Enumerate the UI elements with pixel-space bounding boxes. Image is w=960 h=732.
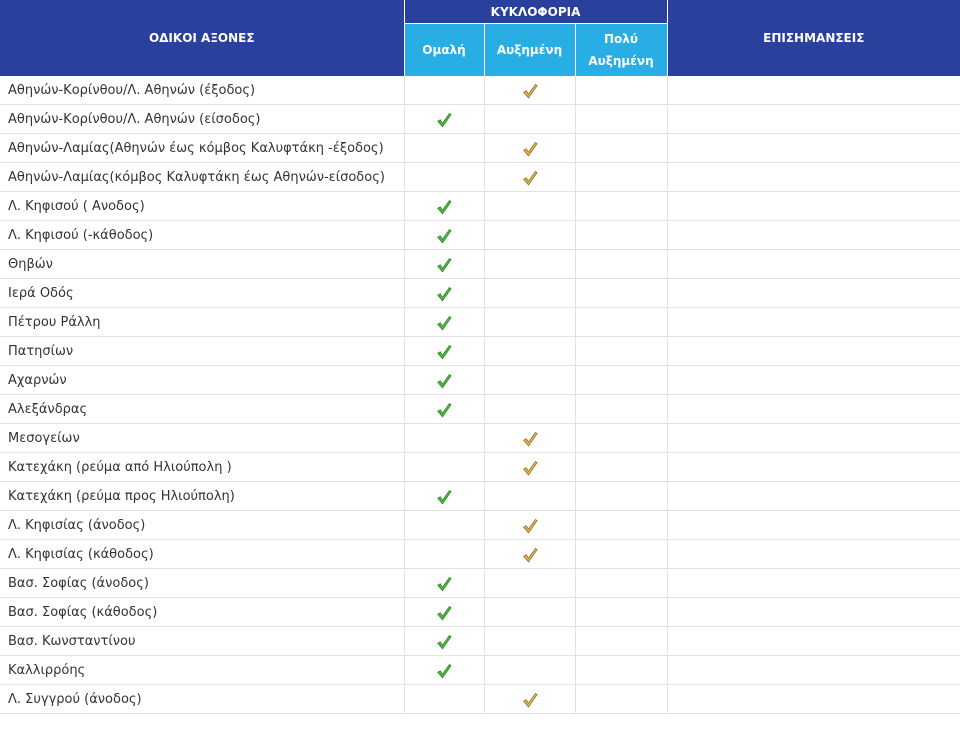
road-name: Βασ. Σοφίας (κάθοδος) xyxy=(0,598,404,627)
notes-cell xyxy=(667,482,960,511)
level-cell xyxy=(404,105,484,134)
level-cell xyxy=(484,366,575,395)
level-cell xyxy=(404,337,484,366)
level-cell xyxy=(575,163,667,192)
green-check-icon xyxy=(436,663,452,679)
level-cell xyxy=(404,192,484,221)
level-cell xyxy=(575,105,667,134)
table-row xyxy=(0,192,960,221)
table-row xyxy=(0,76,960,105)
table-row xyxy=(0,395,960,424)
level-cell xyxy=(484,569,575,598)
level-cell xyxy=(404,134,484,163)
level-cell xyxy=(575,453,667,482)
level-cell xyxy=(575,685,667,714)
level-cell xyxy=(575,279,667,308)
road-name: Πατησίων xyxy=(0,337,404,366)
notes-cell xyxy=(667,337,960,366)
green-check-icon xyxy=(436,373,452,389)
table-row xyxy=(0,221,960,250)
road-name: Αθηνών-Λαμίας(κόμβος Καλυφτάκη έως Αθηνών-είσοδος) xyxy=(0,163,404,192)
orange-check-icon xyxy=(522,431,538,447)
level-cell xyxy=(484,511,575,540)
level-cell xyxy=(484,337,575,366)
orange-check-icon xyxy=(522,83,538,99)
table-row xyxy=(0,337,960,366)
level-cell xyxy=(575,627,667,656)
table-row xyxy=(0,308,960,337)
level-cell xyxy=(484,627,575,656)
road-name: Βασ. Κωνσταντίνου xyxy=(0,627,404,656)
green-check-icon xyxy=(436,402,452,418)
level-cell xyxy=(484,134,575,163)
level-cell xyxy=(404,627,484,656)
road-name: Αθηνών-Λαμίας(Αθηνών έως κόμβος Καλυφτάκη -έξοδος) xyxy=(0,134,404,163)
level-cell xyxy=(404,308,484,337)
table-row xyxy=(0,511,960,540)
level-cell xyxy=(575,192,667,221)
roads-header: ΟΔΙΚΟΙ ΑΞΟΝΕΣ xyxy=(0,0,404,76)
table-body xyxy=(0,76,960,714)
table-row xyxy=(0,656,960,685)
table-row xyxy=(0,685,960,714)
road-name: Καλλιρρόης xyxy=(0,656,404,685)
table-row xyxy=(0,453,960,482)
green-check-icon xyxy=(436,344,452,360)
level-cell xyxy=(404,453,484,482)
green-check-icon xyxy=(436,286,452,302)
level-cell xyxy=(404,163,484,192)
level-cell xyxy=(404,511,484,540)
level-cell xyxy=(575,482,667,511)
level-cell xyxy=(575,540,667,569)
road-name: Λ. Κηφισίας (άνοδος) xyxy=(0,511,404,540)
notes-cell xyxy=(667,656,960,685)
level-cell xyxy=(484,105,575,134)
level-cell xyxy=(484,482,575,511)
level-cell xyxy=(484,192,575,221)
level-cell xyxy=(404,685,484,714)
road-name: Αχαρνών xyxy=(0,366,404,395)
road-name: Λ. Κηφισού ( Ανοδος) xyxy=(0,192,404,221)
orange-check-icon xyxy=(522,692,538,708)
table-row xyxy=(0,366,960,395)
level-cell xyxy=(484,279,575,308)
notes-cell xyxy=(667,308,960,337)
notes-header: ΕΠΙΣΗΜΑΝΣΕΙΣ xyxy=(667,0,960,76)
table-row xyxy=(0,163,960,192)
green-check-icon xyxy=(436,257,452,273)
traffic-header: ΚΥΚΛΟΦΟΡΙΑ xyxy=(404,0,667,24)
notes-cell xyxy=(667,569,960,598)
notes-cell xyxy=(667,76,960,105)
table-row xyxy=(0,627,960,656)
notes-cell xyxy=(667,250,960,279)
table-row xyxy=(0,482,960,511)
table-row xyxy=(0,279,960,308)
level-cell xyxy=(404,395,484,424)
level-cell xyxy=(575,337,667,366)
green-check-icon xyxy=(436,489,452,505)
notes-cell xyxy=(667,192,960,221)
level-cell xyxy=(484,453,575,482)
level-cell xyxy=(484,395,575,424)
table-row xyxy=(0,598,960,627)
level-cell xyxy=(575,134,667,163)
level-normal-header: Ομαλή xyxy=(404,24,484,77)
level-cell xyxy=(404,656,484,685)
road-name: Μεσογείων xyxy=(0,424,404,453)
green-check-icon xyxy=(436,112,452,128)
road-name: Πέτρου Ράλλη xyxy=(0,308,404,337)
level-cell xyxy=(484,424,575,453)
level-cell xyxy=(404,221,484,250)
level-cell xyxy=(404,424,484,453)
level-cell xyxy=(484,76,575,105)
notes-cell xyxy=(667,395,960,424)
road-name: Αλεξάνδρας xyxy=(0,395,404,424)
road-name: Κατεχάκη (ρεύμα προς Ηλιούπολη) xyxy=(0,482,404,511)
road-name: Αθηνών-Κορίνθου/Λ. Αθηνών (είσοδος) xyxy=(0,105,404,134)
green-check-icon xyxy=(436,605,452,621)
notes-cell xyxy=(667,627,960,656)
level-cell xyxy=(404,76,484,105)
level-increased-header: Αυξημένη xyxy=(484,24,575,77)
notes-cell xyxy=(667,598,960,627)
orange-check-icon xyxy=(522,141,538,157)
green-check-icon xyxy=(436,199,452,215)
notes-cell xyxy=(667,134,960,163)
notes-cell xyxy=(667,279,960,308)
road-name: Λ. Κηφισίας (κάθοδος) xyxy=(0,540,404,569)
level-cell xyxy=(484,598,575,627)
green-check-icon xyxy=(436,634,452,650)
table-row xyxy=(0,134,960,163)
green-check-icon xyxy=(436,228,452,244)
table-row xyxy=(0,540,960,569)
level-cell xyxy=(404,366,484,395)
road-name: Θηβών xyxy=(0,250,404,279)
notes-cell xyxy=(667,685,960,714)
level-cell xyxy=(404,540,484,569)
green-check-icon xyxy=(436,576,452,592)
level-cell xyxy=(484,540,575,569)
level-very-increased-header: Πολύ Αυξημένη xyxy=(575,24,667,77)
notes-cell xyxy=(667,424,960,453)
notes-cell xyxy=(667,540,960,569)
level-cell xyxy=(404,250,484,279)
level-cell xyxy=(575,221,667,250)
level-cell xyxy=(575,308,667,337)
road-name: Βασ. Σοφίας (άνοδος) xyxy=(0,569,404,598)
notes-cell xyxy=(667,511,960,540)
notes-cell xyxy=(667,163,960,192)
table-row xyxy=(0,569,960,598)
level-cell xyxy=(575,395,667,424)
level-cell xyxy=(404,598,484,627)
level-cell xyxy=(404,482,484,511)
level-cell xyxy=(484,250,575,279)
level-cell xyxy=(575,76,667,105)
notes-cell xyxy=(667,221,960,250)
level-cell xyxy=(575,656,667,685)
level-cell xyxy=(484,656,575,685)
level-cell xyxy=(404,569,484,598)
orange-check-icon xyxy=(522,518,538,534)
notes-cell xyxy=(667,105,960,134)
level-cell xyxy=(484,163,575,192)
table-row xyxy=(0,424,960,453)
level-cell xyxy=(484,221,575,250)
green-check-icon xyxy=(436,315,452,331)
table-row xyxy=(0,105,960,134)
level-cell xyxy=(404,279,484,308)
road-name: Αθηνών-Κορίνθου/Λ. Αθηνών (έξοδος) xyxy=(0,76,404,105)
level-cell xyxy=(575,424,667,453)
notes-cell xyxy=(667,366,960,395)
level-cell xyxy=(484,685,575,714)
level-cell xyxy=(575,598,667,627)
level-cell xyxy=(575,569,667,598)
level-cell xyxy=(575,366,667,395)
road-name: Ιερά Οδός xyxy=(0,279,404,308)
road-name: Λ. Συγγρού (άνοδος) xyxy=(0,685,404,714)
road-name: Κατεχάκη (ρεύμα από Ηλιούπολη ) xyxy=(0,453,404,482)
table-row xyxy=(0,250,960,279)
road-name: Λ. Κηφισού (-κάθοδος) xyxy=(0,221,404,250)
orange-check-icon xyxy=(522,170,538,186)
level-cell xyxy=(575,511,667,540)
level-cell xyxy=(575,250,667,279)
orange-check-icon xyxy=(522,460,538,476)
orange-check-icon xyxy=(522,547,538,563)
level-cell xyxy=(484,308,575,337)
notes-cell xyxy=(667,453,960,482)
